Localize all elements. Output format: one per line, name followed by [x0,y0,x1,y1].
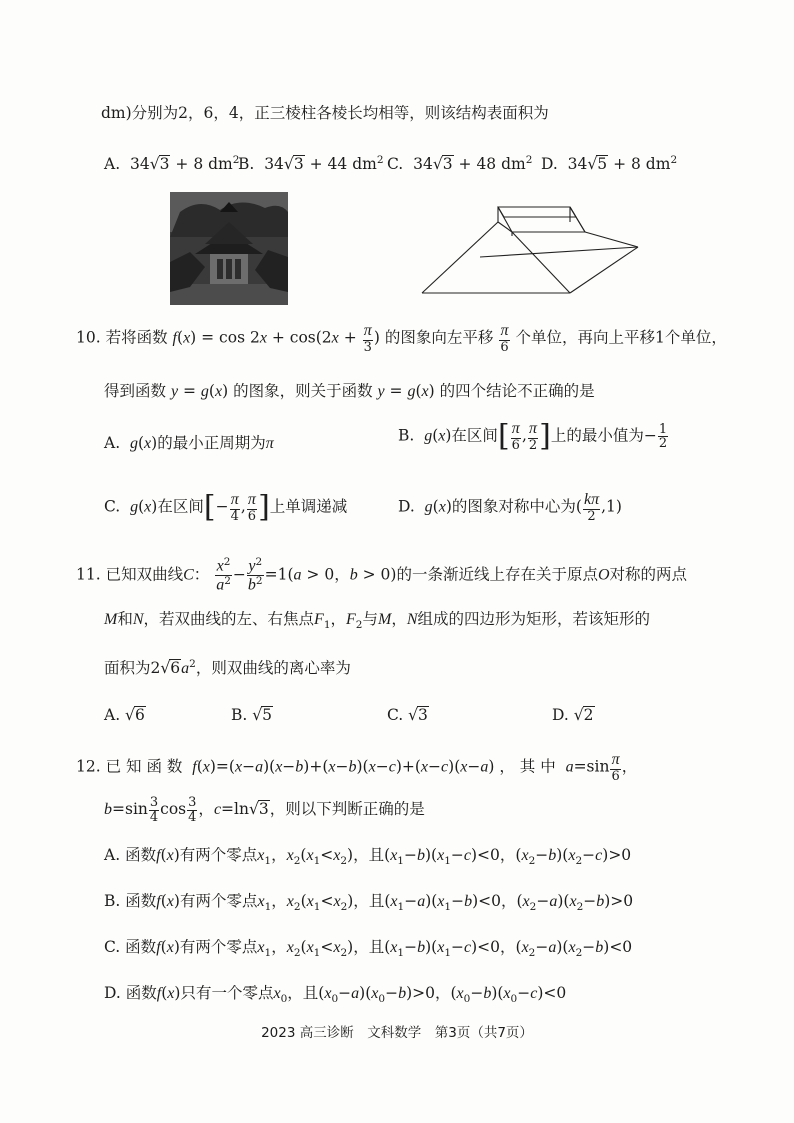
q9-option-a-label: A. [104,155,121,174]
q12-option-c-and: 且 [368,938,385,956]
q10-option-d: D. g(x)的图象对称中心为( $\frac{k\pi}{2}$ ,1) [398,491,622,524]
q10-option-a: A. g(x)的最小正周期为π [104,434,274,452]
q12-option-b-label: B. [104,892,121,910]
q10-option-c-text-2: 上单调递减 [269,497,348,516]
q11-line3: 面积为$2√6a^2$，则双曲线的离心率为 [104,658,351,678]
q9-option-b-rad: 3 [293,155,304,174]
q9-option-b-rest: + 44 dm [309,155,377,174]
q11-option-c-label: C. [387,706,404,724]
q12-option-d: D. 函数f(x)只有一个零点$x_0$，且$(x_0-a)(x_0-b)>0$，$(x_0-b)(x_0-c)<0$ [104,984,567,1006]
q12-line2: b=sin $\frac{3}{4}$ cos $\frac{3}{4}$ ，c=ln√3，则以下判断正确的是 [104,795,425,825]
q10-option-b-text-1: 在区间 [451,426,498,445]
q9-option-a-exp: 2 [232,154,240,166]
q12-text-2: ， 其 中 [499,757,556,776]
page-footer: 2023 高三诊断 文科数学 第3页（共7页） [261,1025,533,1041]
q12-option-a-zeros: 有两个零点 [179,846,258,864]
q11-text-2: 的一条渐近线上存在关于原点 [396,565,598,584]
q11-text-9: ，则双曲线的离心率为 [195,659,351,678]
q10-text-1: 若将函数 [105,328,168,347]
q10-text-4: 得到函数 [104,382,167,400]
q10-option-c-label: C. [104,497,121,516]
q11-option-a: A. √6 [104,706,145,724]
q9-option-d-coef: 34 [567,155,588,174]
q11-text-3: 对称的两点 [609,565,688,584]
q11-text-8: 面积为 [104,659,151,678]
q12-option-a: A. 函数f(x)有两个零点$x_1$，$x_2(x_1<x_2)$，且$(x_1-b)(x_1-c)<0$，$(x_2-b)(x_2-c)>0$ [104,846,632,868]
q12-option-d-prefix: 函数 [125,984,157,1002]
prism-diagram [420,195,650,300]
q9-option-b-exp: 2 [376,154,384,166]
q9-option-a-rad: 3 [159,155,170,174]
q9-option-c-exp: 2 [525,154,533,166]
pavilion-photo [170,192,288,305]
q9-option-c-label: C. [387,155,404,174]
q12-text-3: ，则以下判断正确的是 [269,800,425,819]
q9-option-d-rest: + 8 dm [613,155,671,174]
q11-option-a-rad: 6 [134,706,145,724]
q11-text-1: 已知双曲线 [105,565,184,584]
q10-option-c-text-1: 在区间 [157,497,204,516]
q12-option-a-and: 且 [368,846,385,864]
q12-option-b-prefix: 函数 [125,892,157,910]
q9-option-b: B. 34√3 + 44 $dm^2$ [238,154,384,174]
q11-option-a-label: A. [104,706,121,724]
q9-option-d: D. 34√5 + 8 $dm^2$ [541,154,678,174]
q12-option-b-and: 且 [368,892,385,910]
q9-continued-text: dm)分别为2，6，4，正三棱柱各棱长均相等，则该结构表面积为 [101,104,549,122]
q12-option-d-and: 且 [302,984,319,1002]
q10-line2: 得到函数 y = g(x) 的图象，则关于函数 y = g(x) 的四个结论不正确的是 [104,382,595,400]
q10-option-d-text-1: 的图象对称中心为 [451,497,576,516]
q12-option-a-prefix: 函数 [125,846,157,864]
q12-option-b: B. 函数f(x)有两个零点$x_1$，$x_2(x_1<x_2)$，且$(x_1-a)(x_1-b)<0$，$(x_2-a)(x_2-b)>0$ [104,892,634,914]
q10-option-a-label: A. [104,434,121,452]
q10-option-d-label: D. [398,497,415,516]
q11-option-d-rad: 2 [583,706,594,724]
q12-option-c-label: C. [104,938,121,956]
q10-text-3: 个单位，再向上平移1个单位， [515,328,727,347]
q11-text-5: ，若双曲线的左、右焦点 [143,610,315,628]
q9-option-d-rad: 5 [597,155,608,174]
q11-text-4: 和 [117,610,133,628]
q10-number: 10. [76,328,101,347]
q9-option-a: A. 34√3 + 8 $dm^2$ [104,154,240,174]
q10-option-b: B. g(x)在区间[ $\frac{\pi}{6}$ , $\frac{\pi}{2}$ ]上的最小值为− $\frac{1}{2}$ [398,418,668,454]
q12-option-d-zero: 只有一个零点 [180,984,274,1002]
q10-text-5: 的图象，则关于函数 [233,382,373,400]
q12-option-b-zeros: 有两个零点 [179,892,258,910]
q10-option-b-text-2: 上的最小值为 [550,426,644,445]
q10-option-b-label: B. [398,426,415,445]
q12-option-d-label: D. [104,984,121,1002]
q10-text-2: 的图象向左平移 [384,328,494,347]
q12-line1: 12. 已 知 函 数 f(x)=(x−a)(x−b)+(x−b)(x−c)+(x−c)(x−a) ， 其 中 a=sin $\frac{\pi}{6}$ ， [76,751,638,784]
q9-option-a-coef: 34 [129,155,150,174]
q10-option-c: C. g(x)在区间[− $\frac{\pi}{4}$ , $\frac{\pi}{6}$ ]上单调递减 [104,489,348,525]
q11-line2: M和N，若双曲线的左、右焦点$F_1$，$F_2$与M，N组成的四边形为矩形，若该矩形的 [104,610,651,632]
q11-option-d-label: D. [552,706,569,724]
q12-text-1: 已 知 函 数 [105,757,183,776]
q9-option-c-rest: + 48 dm [458,155,526,174]
q9-option-a-rest: + 8 dm [175,155,233,174]
q12-number: 12. [76,757,101,776]
q11-option-b-label: B. [231,706,248,724]
q9-option-b-coef: 34 [264,155,284,174]
q10-line1: 10. 若将函数 f(x) = cos 2x + cos(2x + $\frac{\pi}{3}$ ) 的图象向左平移 $\frac{\pi}{6}$ 个单位，再向上平移1个单位， [76,322,727,355]
q12-option-c: C. 函数f(x)有两个零点$x_1$，$x_2(x_1<x_2)$，且$(x_1-b)(x_1-c)<0$，$(x_2-a)(x_2-b)<0$ [104,938,633,960]
q11-option-d: D. √2 [552,706,594,724]
q10-option-a-text: 的最小正周期为 [157,434,266,452]
q9-option-b-label: B. [238,155,255,174]
q11-text-6: 与 [362,610,378,628]
q9-option-c-coef: 34 [413,155,433,174]
q9-option-c-rad: 3 [442,155,453,174]
q11-option-c-rad: 3 [418,706,428,724]
q11-option-b: B. √5 [231,706,273,724]
q11-number: 11. [76,565,101,584]
q9-option-d-exp: 2 [670,154,678,166]
q9-option-c: C. 34√3 + 48 $dm^2$ [387,154,533,174]
q11-line1: 11. 已知双曲线C： $\frac{x^2}{a^2}$ − $\frac{y^2}{b^2}$ =1(a > 0，b > 0)的一条渐近线上存在关于原点O对称的两点 [76,556,688,594]
q9-option-d-label: D. [541,155,558,174]
q12-option-c-zeros: 有两个零点 [179,938,258,956]
q11-text-7: 组成的四边形为矩形，若该矩形的 [417,610,651,628]
q10-text-6: 的四个结论不正确的是 [439,382,595,400]
q11-option-c: C. √3 [387,706,428,724]
q12-option-c-prefix: 函数 [125,938,157,956]
q12-option-a-label: A. [104,846,121,864]
q11-option-b-rad: 5 [262,706,273,724]
